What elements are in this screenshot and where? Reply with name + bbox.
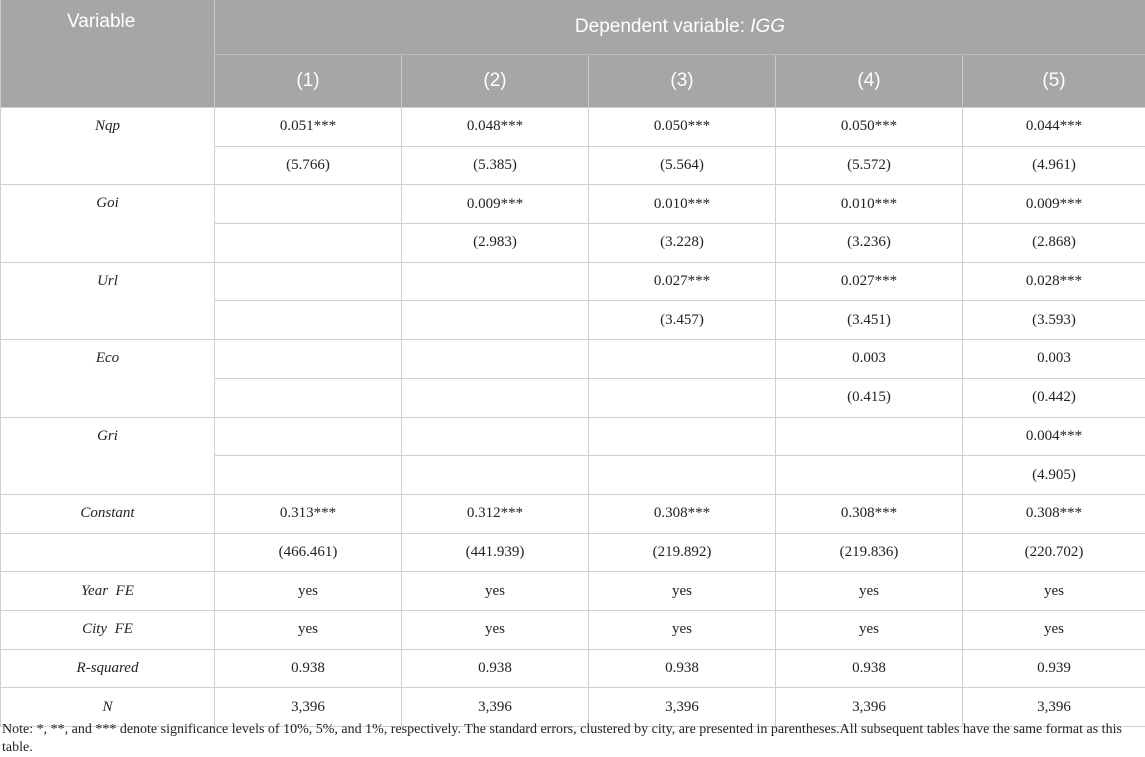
row-label-year-fe: Year FE <box>1 572 215 611</box>
table-cell <box>402 417 589 456</box>
table-note: Note: *, **, and *** denote significance levels of 10%, 5%, and 1%, respectively. The standard errors, clustered by city, are presented in parentheses.All subsequent tables have the same format as this table. <box>2 721 1140 757</box>
table-cell: 0.308*** <box>589 494 776 533</box>
table-cell: (3.593) <box>963 301 1145 340</box>
table-cell: 3,396 <box>963 688 1145 727</box>
dependent-variable-name: IGG <box>750 16 785 37</box>
table-cell: 0.313*** <box>215 494 402 533</box>
table-cell <box>402 301 589 340</box>
table-cell: yes <box>776 610 963 649</box>
table-cell <box>215 301 402 340</box>
table-cell: (220.702) <box>963 533 1145 572</box>
table-cell: 0.004*** <box>963 417 1145 456</box>
table-cell: (5.572) <box>776 146 963 185</box>
table-cell: 0.051*** <box>215 108 402 147</box>
table-cell <box>215 417 402 456</box>
table-cell: (3.228) <box>589 224 776 263</box>
coef-row-gri <box>1 417 1145 456</box>
table-cell: yes <box>963 610 1145 649</box>
table-cell <box>589 417 776 456</box>
table-cell: (5.385) <box>402 146 589 185</box>
stat-row-r-squared <box>1 649 1145 688</box>
table-cell: yes <box>215 610 402 649</box>
dependent-variable-prefix: Dependent variable: <box>575 16 750 37</box>
table-cell: (466.461) <box>215 533 402 572</box>
table-cell: (2.983) <box>402 224 589 263</box>
table-cell <box>776 417 963 456</box>
table-cell <box>589 378 776 417</box>
stat-row-year-fe <box>1 572 1145 611</box>
table-cell: 0.009*** <box>963 185 1145 224</box>
column-header-2: (2) <box>402 54 589 107</box>
table-cell <box>1 533 215 572</box>
table-cell: 0.003 <box>963 340 1145 379</box>
row-label-eco: Eco <box>1 340 215 417</box>
table-cell: 0.003 <box>776 340 963 379</box>
table-header <box>1 0 1145 108</box>
column-header-1: (1) <box>215 54 402 107</box>
table-cell: yes <box>589 610 776 649</box>
table-cell: yes <box>589 572 776 611</box>
table-cell: (3.457) <box>589 301 776 340</box>
coef-row-nqp <box>1 108 1145 147</box>
table-cell: (4.961) <box>963 146 1145 185</box>
table-cell <box>215 185 402 224</box>
table-cell <box>776 456 963 495</box>
row-label-goi: Goi <box>1 185 215 262</box>
table-cell: 0.027*** <box>776 262 963 301</box>
table-cell <box>402 378 589 417</box>
table-cell: (5.564) <box>589 146 776 185</box>
row-label-r-squared: R-squared <box>1 649 215 688</box>
table-cell: 0.044*** <box>963 108 1145 147</box>
column-header-5: (5) <box>963 54 1145 107</box>
coef-row-constant <box>1 494 1145 533</box>
table-cell <box>215 340 402 379</box>
dependent-variable-header <box>215 0 1145 54</box>
table-cell: yes <box>215 572 402 611</box>
table-cell: 0.009*** <box>402 185 589 224</box>
table-cell: 0.050*** <box>776 108 963 147</box>
row-label-url: Url <box>1 262 215 339</box>
table-cell: yes <box>402 610 589 649</box>
table-cell: (441.939) <box>402 533 589 572</box>
row-label-constant: Constant <box>1 494 215 533</box>
table-cell: (219.836) <box>776 533 963 572</box>
table-cell: 3,396 <box>776 688 963 727</box>
table-cell <box>215 224 402 263</box>
table-cell: yes <box>776 572 963 611</box>
table-cell: 3,396 <box>402 688 589 727</box>
table-cell: (3.236) <box>776 224 963 263</box>
table-cell: (219.892) <box>589 533 776 572</box>
column-header-4: (4) <box>776 54 963 107</box>
table-body <box>1 108 1145 727</box>
table-cell: 0.027*** <box>589 262 776 301</box>
table-cell: (4.905) <box>963 456 1145 495</box>
row-label-n: N <box>1 688 215 727</box>
row-label-gri: Gri <box>1 417 215 494</box>
table-cell <box>402 340 589 379</box>
tstat-row-constant <box>1 533 1145 572</box>
table-cell: 0.938 <box>402 649 589 688</box>
table-cell: (2.868) <box>963 224 1145 263</box>
table-cell: (0.442) <box>963 378 1145 417</box>
table-cell <box>589 456 776 495</box>
table-cell <box>402 262 589 301</box>
table-cell: 3,396 <box>215 688 402 727</box>
table-cell: 0.939 <box>963 649 1145 688</box>
table-cell: yes <box>402 572 589 611</box>
variable-column-header: Variable <box>1 0 215 108</box>
table-cell: 0.938 <box>215 649 402 688</box>
table-cell: 0.050*** <box>589 108 776 147</box>
table-cell: 0.048*** <box>402 108 589 147</box>
table-cell: 0.308*** <box>776 494 963 533</box>
table-cell: 0.938 <box>776 649 963 688</box>
table-cell: 0.010*** <box>776 185 963 224</box>
stat-row-city-fe <box>1 610 1145 649</box>
row-label-nqp: Nqp <box>1 108 215 185</box>
table-cell: (0.415) <box>776 378 963 417</box>
table-cell <box>589 340 776 379</box>
table-cell: (5.766) <box>215 146 402 185</box>
table-cell <box>215 378 402 417</box>
table-cell: 0.312*** <box>402 494 589 533</box>
coef-row-goi <box>1 185 1145 224</box>
table-cell: 0.308*** <box>963 494 1145 533</box>
table-cell: (3.451) <box>776 301 963 340</box>
table-cell: 0.028*** <box>963 262 1145 301</box>
table-cell <box>402 456 589 495</box>
coef-row-url <box>1 262 1145 301</box>
table-cell <box>215 262 402 301</box>
table-cell: 0.938 <box>589 649 776 688</box>
table-cell: yes <box>963 572 1145 611</box>
table-cell <box>215 456 402 495</box>
coef-row-eco <box>1 340 1145 379</box>
column-header-3: (3) <box>589 54 776 107</box>
table-cell: 3,396 <box>589 688 776 727</box>
table-cell: 0.010*** <box>589 185 776 224</box>
row-label-city-fe: City FE <box>1 610 215 649</box>
